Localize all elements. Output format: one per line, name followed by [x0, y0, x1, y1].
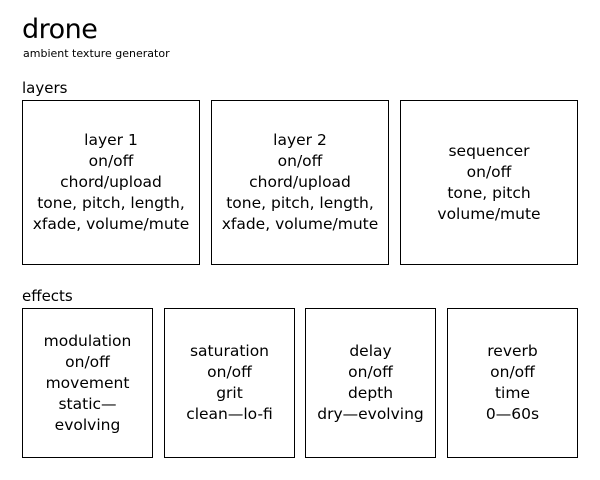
modulation-range-end: evolving — [54, 415, 121, 434]
sequencer-params: tone, pitch — [447, 183, 531, 202]
saturation-param: grit — [216, 384, 243, 402]
layers-section-label: layers — [22, 79, 68, 97]
delay-range: dry—evolving — [317, 405, 424, 423]
layer-1-card — [22, 100, 200, 265]
sequencer-toggle: on/off — [466, 162, 512, 181]
saturation-toggle: on/off — [207, 363, 252, 381]
reverb-toggle: on/off — [490, 363, 535, 381]
layer-1-toggle: on/off — [88, 152, 134, 170]
reverb-name: reverb — [487, 342, 538, 360]
sequencer-card — [400, 100, 578, 265]
delay-param: depth — [347, 384, 394, 402]
delay-card — [305, 308, 436, 458]
reverb-card — [447, 308, 578, 458]
layer-2-params-2: xfade, volume/mute — [221, 215, 379, 233]
reverb-range: 0—60s — [485, 405, 540, 423]
layer-2-toggle: on/off — [277, 152, 323, 170]
saturation-name: saturation — [189, 342, 270, 360]
page-title: drone — [22, 14, 98, 45]
layer-1-source: chord/upload — [60, 173, 162, 191]
layer-1-name: layer 1 — [84, 131, 138, 149]
layer-2-params: tone, pitch, length, — [226, 194, 374, 212]
layer-1-params-2: xfade, volume/mute — [32, 215, 190, 233]
modulation-range-start: static— — [58, 394, 117, 413]
saturation-card — [164, 308, 295, 458]
delay-name: delay — [349, 342, 392, 360]
modulation-card — [22, 308, 153, 458]
effects-section-label: effects — [22, 287, 73, 305]
sequencer-params-2: volume/mute — [437, 204, 541, 223]
sequencer-name: sequencer — [448, 141, 530, 160]
layer-2-card — [211, 100, 389, 265]
page-subtitle: ambient texture generator — [23, 47, 170, 60]
layer-2-name: layer 2 — [273, 131, 327, 149]
modulation-name: modulation — [43, 331, 132, 350]
layer-1-params: tone, pitch, length, — [37, 194, 185, 212]
modulation-toggle: on/off — [65, 352, 110, 371]
layer-2-source: chord/upload — [249, 173, 351, 191]
saturation-range: clean—lo-fi — [186, 405, 273, 423]
modulation-param: movement — [45, 373, 130, 392]
reverb-param: time — [494, 384, 531, 402]
delay-toggle: on/off — [348, 363, 393, 381]
